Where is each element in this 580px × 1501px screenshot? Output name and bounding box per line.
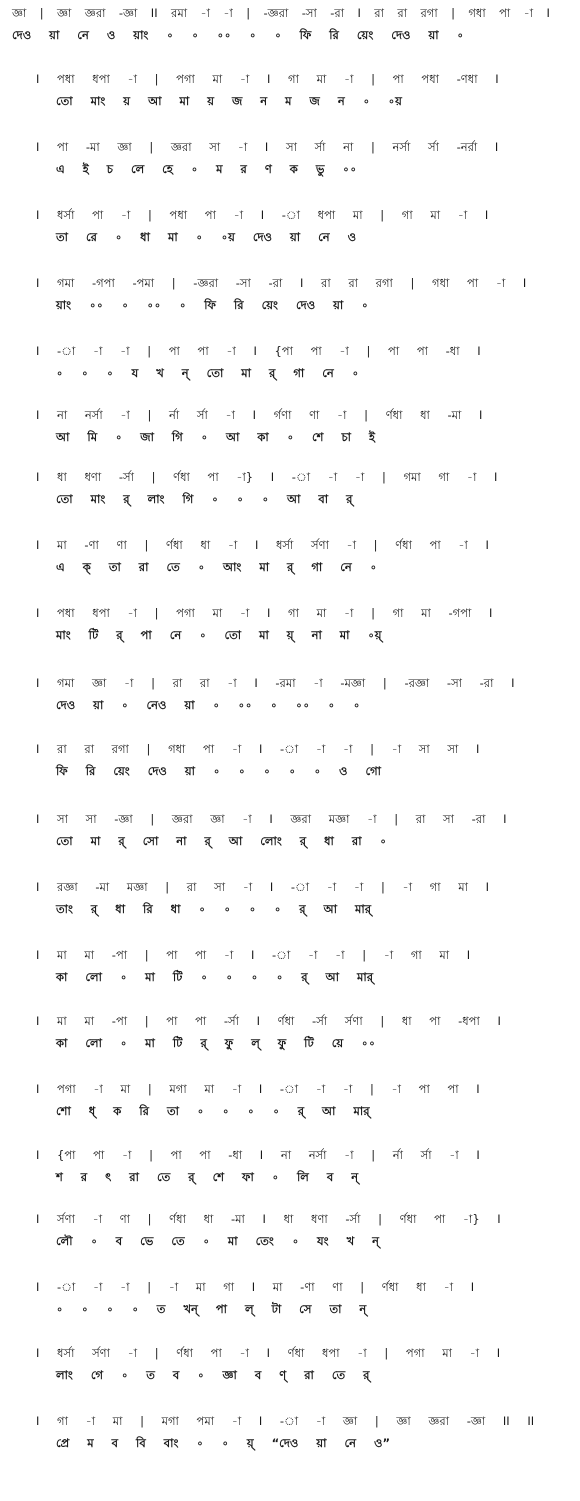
- swara-line: I রা রা রগা | গধা পা -া I -া -া -া | -া সা সা I: [36, 742, 480, 756]
- lyric-line: তা রে ∘ ধা মা ∘ ∘য় দেও য়া নে ও: [56, 230, 357, 244]
- notation-row: [0, 1148, 580, 1196]
- notation-row: [0, 948, 580, 996]
- swara-line: I রজ্ঞা -মা মজ্ঞা | রা সা -া I -া -া -া | -া গা মা I: [36, 880, 489, 894]
- swara-line: I না নর্সা -া | র্না র্সা -া I র্গণা ণা -া | র্ণধা ধা -মা I: [36, 408, 483, 422]
- notation-row: [0, 1082, 580, 1130]
- swara-line: I পগা -া মা | মগা মা -া I -া -া -া | -া পা পা I: [36, 1082, 480, 1096]
- notation-row: [0, 470, 580, 518]
- lyric-line: কা লো ∘ মা টি ∘ ∘ ∘ ∘ র্‌ আ মার্‌: [56, 970, 374, 984]
- lyric-line: দেও য়া ∘ নেও য়া ∘ ∘∘ ∘ ∘∘ ∘ ∘: [56, 698, 361, 712]
- notation-row: [0, 606, 580, 654]
- notation-row: [0, 408, 580, 456]
- notation-row: [0, 140, 580, 188]
- lyric-line: শো ধ্‌ ক রি তা ∘ ∘ ∘ ∘ র্‌ আ মার্‌: [56, 1104, 370, 1118]
- lyric-line: ∘ ∘ ∘ য খ ন্‌ তো মা র্‌ গা নে ∘: [56, 366, 359, 380]
- lyric-line: প্রে ম ব বি বাং ∘ ∘ য়্‌ “দেও য়া নে ও”: [56, 1436, 391, 1450]
- notation-row: [0, 1212, 580, 1260]
- lyric-line: তাং র্‌ ধা রি ধা ∘ ∘ ∘ ∘ র্‌ আ মার্‌: [56, 902, 372, 916]
- lyric-line: এ ই চ লে হে ∘ ম র ণ ক ভু ∘∘: [56, 162, 357, 176]
- notation-row: [0, 1280, 580, 1328]
- swara-line: I ধা ধণা -র্সা | র্ণধা পা -া} I -া -া -া | গমা গা -া I: [36, 470, 498, 484]
- notation-row: [0, 1346, 580, 1394]
- swara-line: I মা মা -পা | পা পা -া I -া -া -া | -া গা মা I: [36, 948, 471, 962]
- lyric-line: দেও য়া নে ও য়াং ∘ ∘ ∘∘ ∘ ∘ ফি রি য়েং দেও য়া ∘: [12, 28, 464, 42]
- notation-row: [0, 1414, 580, 1462]
- lyric-line: ফি রি য়েং দেও য়া ∘ ∘ ∘ ∘ ∘ ও গো: [56, 764, 382, 778]
- lyric-line: আ মি ∘ জা গি ∘ আ কা ∘ শে চা ই: [56, 430, 375, 444]
- notation-row: [0, 812, 580, 860]
- notation-row: [0, 538, 580, 586]
- lyric-line: কা লো ∘ মা টি র্‌ ফু ল্‌ ফু টি য়ে ∘∘: [56, 1036, 376, 1050]
- lyric-line: তো মা র্‌ সো না র্‌ আ লোং র্‌ ধা রা ∘: [56, 834, 387, 848]
- swara-line: I -া -া -া | -া মা গা I মা -ণা ণা | র্ণধা ধা -া I: [36, 1280, 475, 1294]
- lyric-line: মাং টি র্‌ পা নে ∘ তো মা য়্‌ না মা ∘য়্‌: [56, 628, 382, 642]
- swara-line: I গমা জ্ঞা -া | রা রা -া I -রমা -া -মজ্ঞা | -রজ্ঞা -সা -রা I: [36, 676, 515, 690]
- swara-line: I মা মা -পা | পা পা -র্সা I র্ণধা -র্সা র্সণা | ধা পা -ধপা I: [36, 1014, 501, 1028]
- swara-line: I ধর্সা র্সণা -া | র্ণধা পা -া I র্ণধা ধপা -া | পগা মা -া I: [36, 1346, 501, 1360]
- swara-line: I র্সণা -া ণা | র্ণধা ধা -মা I ধা ধণা -র্সা | র্ণধা পা -া} I: [36, 1212, 501, 1226]
- notation-row: [0, 276, 580, 324]
- swara-line: I পধা ধপা -া | পগা মা -া I গা মা -া | পা পধা -ণধা I: [36, 72, 499, 86]
- notation-row: [0, 6, 580, 54]
- lyric-line: লাং গে ∘ ত ব ∘ জ্ঞা ব ণ্‌ রা তে র্‌: [56, 1368, 370, 1382]
- swara-line: I -া -া -া | পা পা -া I {পা পা -া | পা পা -ধা I: [36, 344, 481, 358]
- swara-line: I পা -মা জ্ঞা | জ্ঞরা সা -া I সা র্সা না | নর্সা র্সা -নর্রা I: [36, 140, 499, 154]
- lyric-line: তো মাং র্‌ লাং গি ∘ ∘ ∘ আ বা র্‌: [56, 492, 353, 506]
- lyric-line: ∘ ∘ ∘ ∘ ত খন্‌ পা ল্‌ টা সে তা ন্‌: [56, 1302, 367, 1316]
- swara-line: জ্ঞা | জ্ঞা জ্ঞরা -জ্ঞা II রমা -া -া | -জ্ঞরা -সা -রা I রা রা রগা | গধা পা -া I: [12, 6, 550, 20]
- swara-line: I {পা পা -া | পা পা -ধা I না নর্সা -া | র্না র্সা -া I: [36, 1148, 480, 1162]
- lyric-line: লৌ ∘ ব ভে তে ∘ মা তেং ∘ যং খ ন্‌: [56, 1234, 380, 1248]
- swara-line: I মা -ণা ণা | র্ণধা ধা -া I ধর্সা র্সণা -া | র্ণধা পা -া I: [36, 538, 489, 552]
- swara-line: I পধা ধপা -া | পগা মা -া I গা মা -া | গা মা -গপা I: [36, 606, 493, 620]
- notation-row: [0, 72, 580, 120]
- swara-line: I গমা -গপা -পমা | -জ্ঞরা -সা -রা I রা রা রগা | গধা পা -া I: [36, 276, 527, 290]
- notation-row: [0, 676, 580, 724]
- notation-row: [0, 742, 580, 790]
- swara-line: I সা সা -জ্ঞা | জ্ঞরা জ্ঞা -া I জ্ঞরা মজ্ঞা -া | রা সা -রা I: [36, 812, 507, 826]
- swara-line: I গা -া মা | মগা পমা -া I -া -া জ্ঞা | জ্ঞা জ্ঞরা -জ্ঞা II II: [36, 1414, 535, 1428]
- lyric-line: তো মাং য় আ মা য় জ ন ম জ ন ∘ ∘য়: [56, 94, 402, 108]
- notation-row: [0, 344, 580, 392]
- lyric-line: য়াং ∘∘ ∘ ∘∘ ∘ ফি রি য়েং দেও য়া ∘: [56, 298, 369, 312]
- notation-row: [0, 208, 580, 256]
- notation-row: [0, 1014, 580, 1062]
- lyric-line: শ র ৎ রা তে র্‌ শে ফা ∘ লি ব ন্‌: [56, 1170, 359, 1184]
- notation-row: [0, 880, 580, 928]
- lyric-line: এ ক্‌ তা রা তে ∘ আং মা র্‌ গা নে ∘: [56, 560, 377, 574]
- swara-line: I ধর্সা পা -া | পধা পা -া I -া ধপা মা | গা মা -া I: [36, 208, 489, 222]
